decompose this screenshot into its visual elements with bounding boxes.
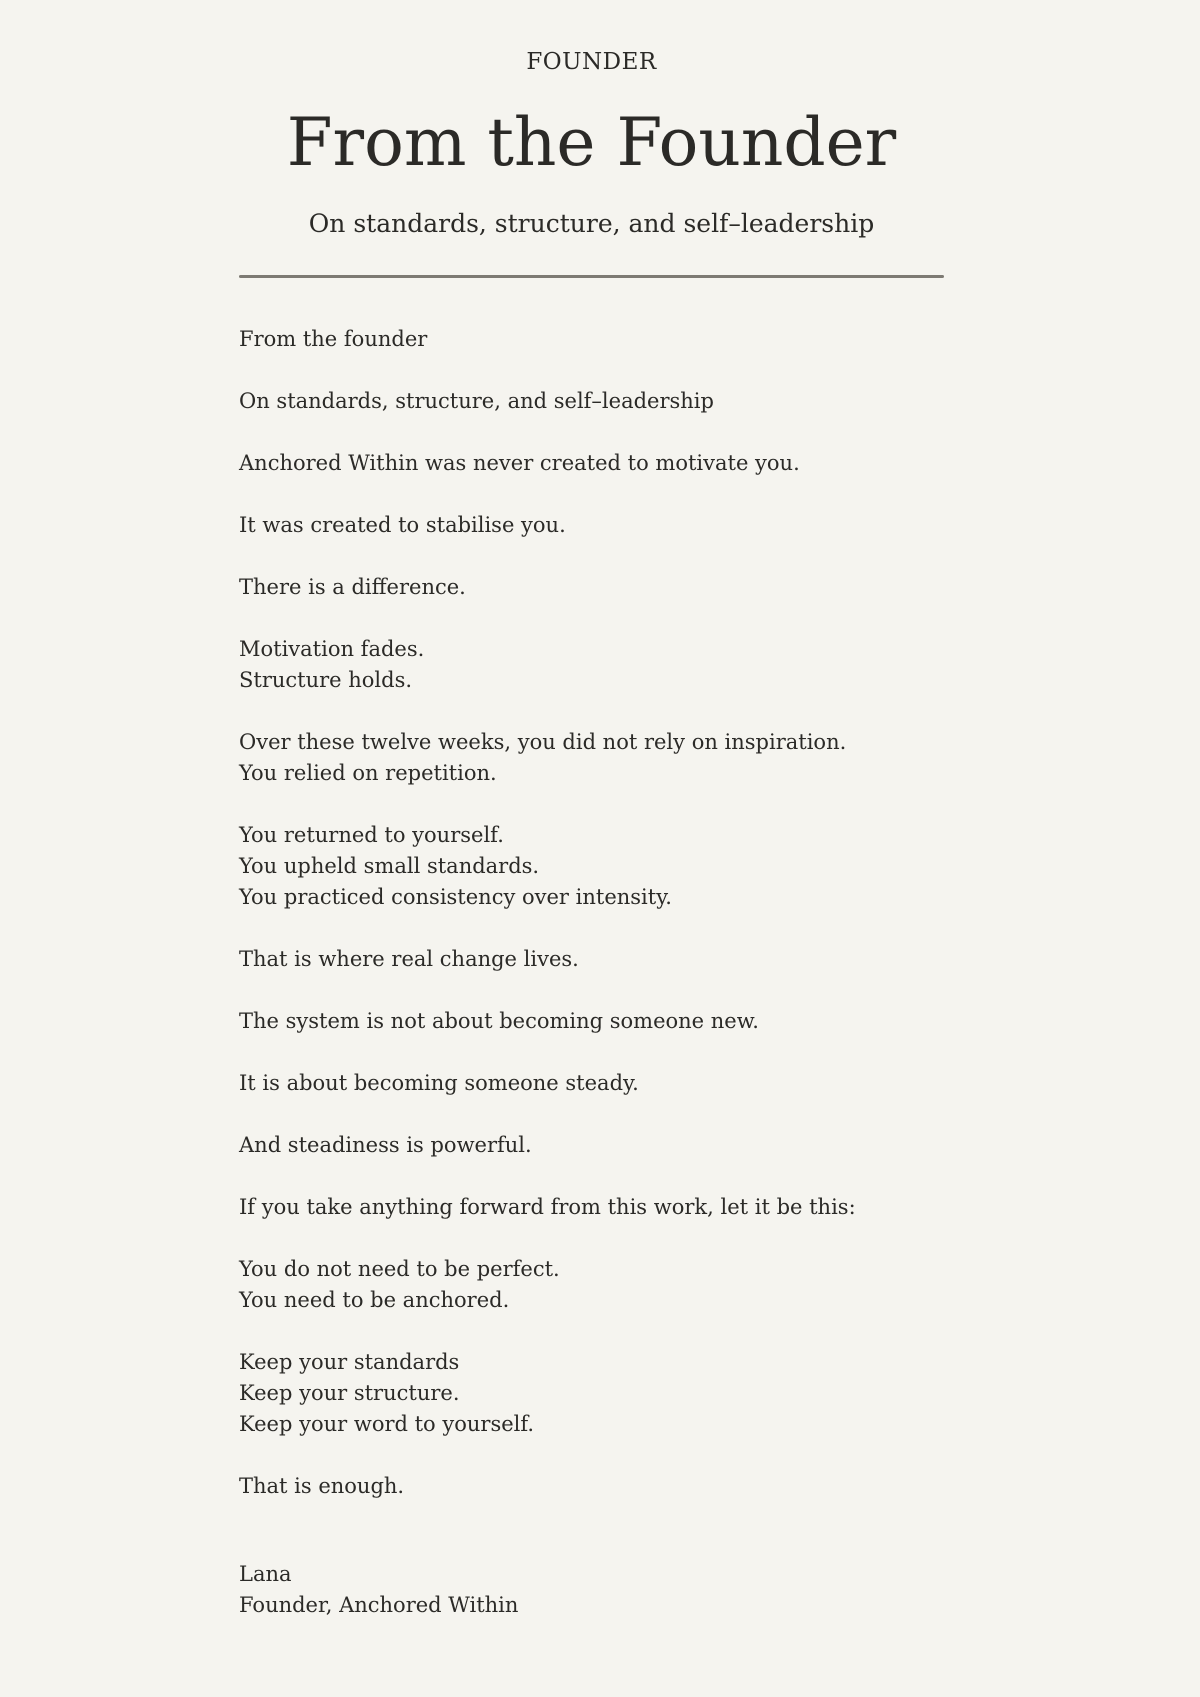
paragraph-line: That is where real change lives.: [239, 947, 579, 971]
paragraph-line: The system is not about becoming someone new.: [239, 1009, 759, 1033]
signature-name: Lana: [239, 1562, 292, 1586]
page-subtitle: On standards, structure, and self–leadership: [308, 209, 875, 238]
paragraph-line: On standards, structure, and self–leadership: [239, 389, 714, 413]
paragraph-line: Keep your standards: [239, 1350, 460, 1374]
paragraph: [239, 1192, 944, 1223]
paragraph-line: It was created to stabilise you.: [239, 513, 566, 537]
letter-body: [239, 324, 944, 1533]
paragraph: [239, 448, 944, 479]
signature-block: [239, 1559, 944, 1621]
paragraph: [239, 634, 944, 696]
paragraph-line: You practiced consistency over intensity.: [239, 885, 672, 909]
paragraph: [239, 1006, 944, 1037]
paragraph-line: You need to be anchored.: [239, 1288, 510, 1312]
paragraph-line: Structure holds.: [239, 668, 413, 692]
paragraph-line: You do not need to be perfect.: [239, 1257, 560, 1281]
paragraph-line: That is enough.: [239, 1474, 405, 1498]
paragraph-line: From the founder: [239, 327, 428, 351]
paragraph-line: Motivation fades.: [239, 637, 425, 661]
paragraph: [239, 1254, 944, 1316]
paragraph-line: Keep your structure.: [239, 1381, 460, 1405]
paragraph: [239, 510, 944, 541]
paragraph-line: Keep your word to yourself.: [239, 1412, 535, 1436]
paragraph-line: You returned to yourself.: [239, 823, 504, 847]
paragraph: [239, 1068, 944, 1099]
paragraph: [239, 944, 944, 975]
paragraph: [239, 1130, 944, 1161]
paragraph: [239, 820, 944, 913]
paragraph-line: You upheld small standards.: [239, 854, 540, 878]
paragraph-line: You relied on repetition.: [239, 761, 497, 785]
paragraph-line: If you take anything forward from this work, let it be this:: [239, 1195, 856, 1219]
page-title: From the Founder: [286, 104, 897, 181]
paragraph-line: And steadiness is powerful.: [239, 1133, 532, 1157]
paragraph: [239, 386, 944, 417]
paragraph: [239, 1471, 944, 1502]
paragraph-line: There is a difference.: [239, 575, 466, 599]
paragraph-line: It is about becoming someone steady.: [239, 1071, 639, 1095]
header-divider: [239, 275, 944, 278]
paragraph: [239, 324, 944, 355]
paragraph: [239, 572, 944, 603]
signature-role: Founder, Anchored Within: [239, 1593, 519, 1617]
paragraph: [239, 1347, 944, 1440]
paragraph-line: Over these twelve weeks, you did not rely on inspiration.: [239, 730, 847, 754]
paragraph: [239, 727, 944, 789]
paragraph-line: Anchored Within was never created to motivate you.: [239, 451, 800, 475]
section-eyebrow: FOUNDER: [526, 49, 657, 75]
